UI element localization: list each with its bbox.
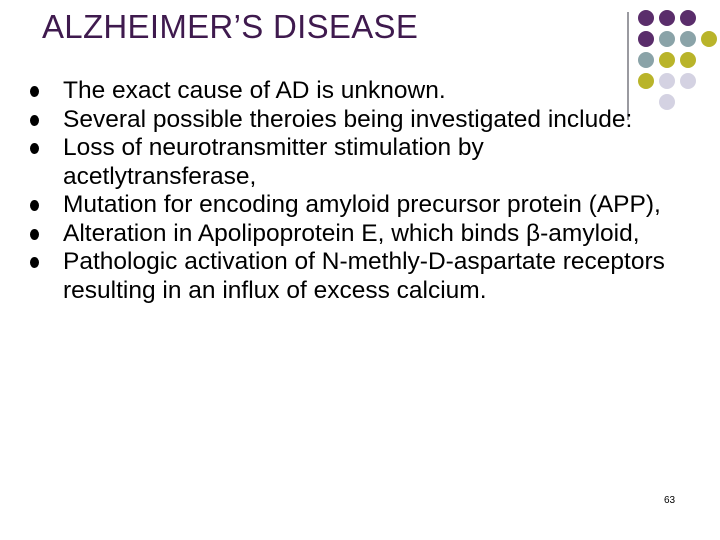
bullet-item — [30, 220, 670, 249]
bullet-list — [30, 77, 670, 305]
bullet-item — [30, 106, 670, 135]
decorative-dot — [638, 52, 654, 68]
slide-title: ALZHEIMER’S DISEASE — [42, 8, 419, 45]
bullet-dot-icon — [30, 200, 39, 211]
bullet-text: Pathologic activation of N-methly-D-aspartate receptors resulting in an influx of excess calcium. — [63, 248, 665, 304]
bullet-text: The exact cause of AD is unknown. — [63, 77, 446, 104]
bullet-item — [30, 191, 670, 220]
bullet-dot-icon — [30, 86, 39, 97]
bullet-item — [30, 77, 670, 106]
decorative-dot — [659, 52, 675, 68]
page-number: 63 — [664, 495, 676, 506]
decorative-dot — [680, 10, 696, 26]
decorative-dot — [701, 31, 717, 47]
bullet-text: Several possible theroies being investigated include: — [63, 105, 633, 133]
bullet-dot-icon — [30, 229, 39, 240]
decorative-dot — [680, 52, 696, 68]
bullet-dot-icon — [30, 115, 39, 126]
decorative-dot — [659, 31, 675, 47]
bullet-text: Alteration in Apolipoprotein E, which binds β-amyloid, — [63, 219, 640, 247]
decorative-dot — [680, 31, 696, 47]
bullet-dot-icon — [30, 143, 39, 154]
bullet-item — [30, 134, 670, 191]
bullet-text: Mutation for encoding amyloid precursor protein (APP), — [63, 191, 661, 218]
decorative-dot — [659, 10, 675, 26]
bullet-item — [30, 248, 670, 305]
decorative-dot — [638, 10, 654, 26]
bullet-dot-icon — [30, 257, 39, 268]
decorative-dot — [638, 31, 654, 47]
bullet-text: Loss of neurotransmitter stimulation by acetlytransferase, — [63, 134, 484, 190]
decorative-dot — [680, 73, 696, 89]
